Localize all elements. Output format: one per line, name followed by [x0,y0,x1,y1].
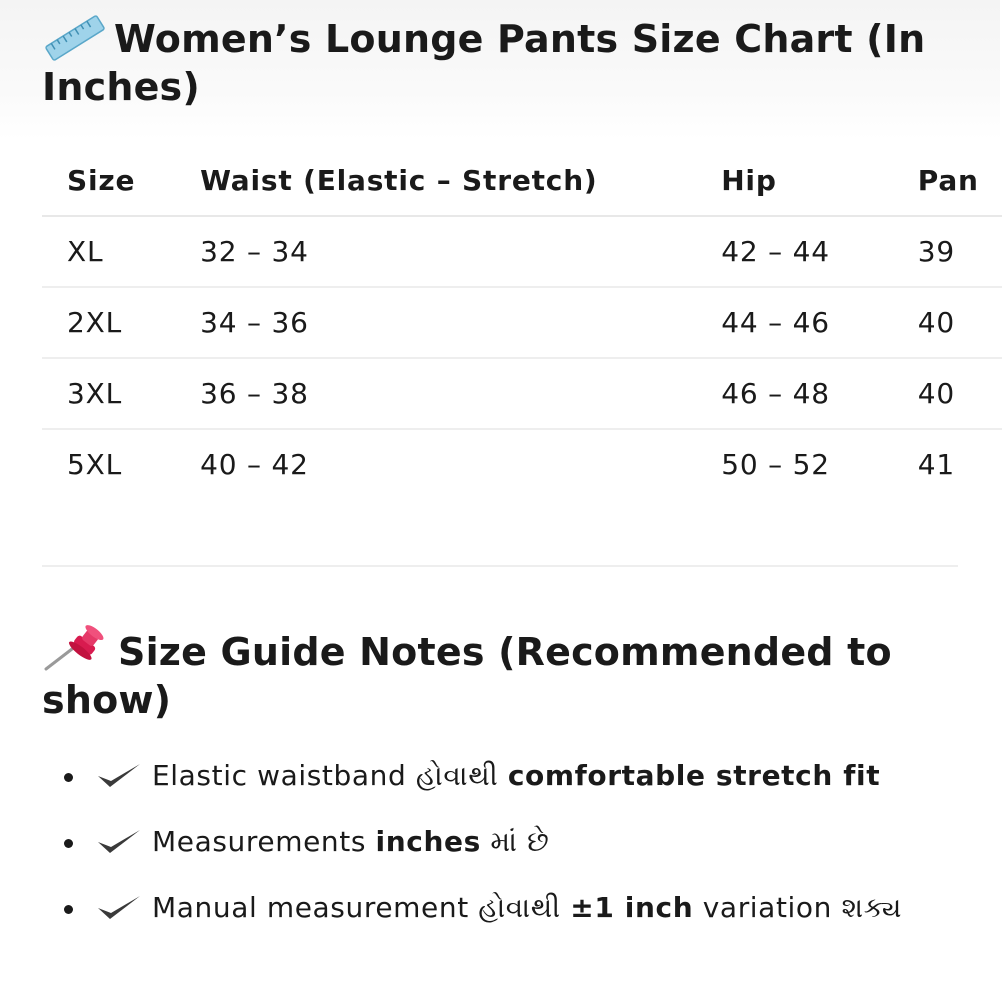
notes-heading-text: Size Guide Notes (Recommended to show) [42,630,892,722]
cell-size: 3XL [42,358,175,429]
cell-waist: 32 – 34 [175,216,696,287]
note-suffix: variation શક્ય [693,891,903,924]
bullet-icon [64,905,73,914]
size-table [42,145,1002,499]
table-row [42,216,1002,287]
cell-hip: 42 – 44 [696,216,893,287]
table-header-row [42,145,1002,216]
notes-list [64,755,924,953]
size-chart-heading [42,18,958,108]
cell-size: 2XL [42,287,175,358]
list-item [64,887,924,932]
notes-heading [42,627,958,721]
pushpin-icon [42,627,112,679]
cell-pant-length: 40 [893,287,1002,358]
cell-hip: 50 – 52 [721,448,830,481]
cell-hip: 44 – 46 [696,287,893,358]
column-header-hip: Hip [696,145,893,216]
column-header-size: Size [42,145,175,216]
note-text: Measurements [152,825,376,858]
checkmark-icon [96,825,142,866]
cell-waist: 36 – 38 [175,358,696,429]
note-emphasis: ±1 inch [570,891,694,924]
cell-hip: 46 – 48 [696,358,893,429]
table-row [42,429,1002,499]
cell-waist: 34 – 36 [175,287,696,358]
note-text: Manual measurement હોવાથી [152,891,571,924]
note-text: Elastic waistband હોવાથી [152,759,508,792]
ruler-icon [42,18,108,66]
note-suffix: માં છે [480,825,550,858]
cell-waist: 40 – 42 [200,448,309,481]
cell-pant-length: 41 [917,448,955,481]
note-emphasis: comfortable stretch fit [507,759,881,792]
checkmark-icon [96,891,142,932]
size-chart-heading-text: Women’s Lounge Pants Size Chart (In Inches) [42,17,926,109]
bullet-icon [64,839,73,848]
cell-size: 5XL [67,448,122,481]
cell-size: XL [42,216,175,287]
column-header-pant-length: Pan [893,145,1002,216]
list-item [64,821,924,866]
size-table-container[interactable] [42,145,979,567]
cell-pant-length: 39 [893,216,1002,287]
bullet-icon [64,773,73,782]
note-emphasis: inches [375,825,481,858]
page [42,0,979,1000]
table-row [42,358,1002,429]
cell-pant-length: 40 [893,358,1002,429]
list-item [64,755,924,800]
checkmark-icon [96,759,142,800]
table-row [42,287,1002,358]
column-header-waist: Waist (Elastic – Stretch) [175,145,696,216]
